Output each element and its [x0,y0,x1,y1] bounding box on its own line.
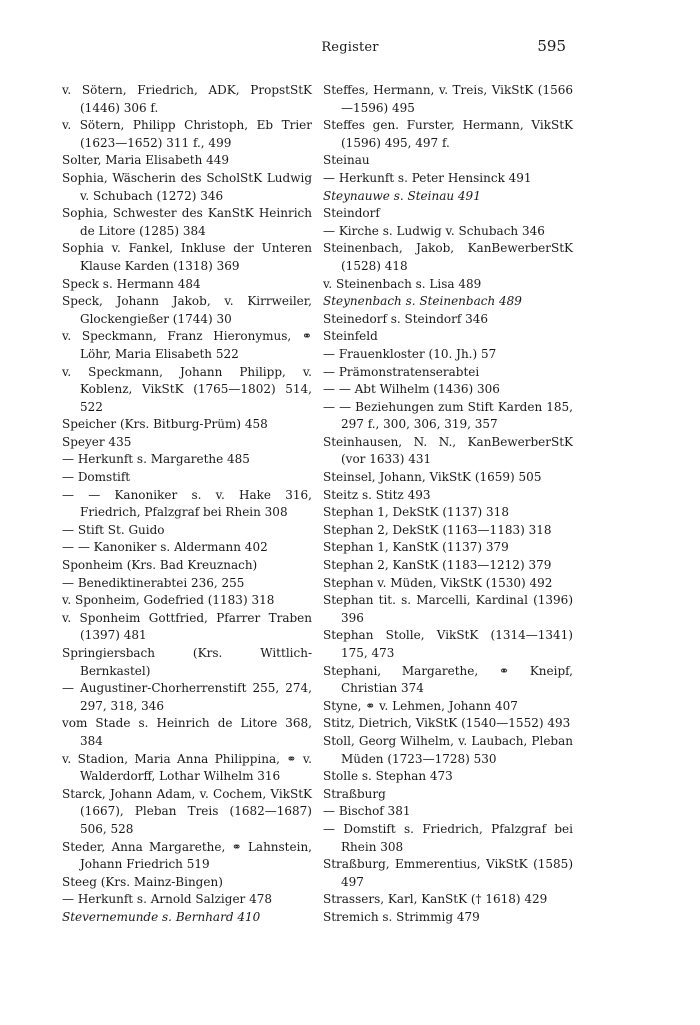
page-number: 595 [537,37,566,55]
index-entry: — Kirche s. Ludwig v. Schubach 346 [323,223,545,238]
index-entry: Steynauwe s. Steinau 491 [323,188,481,203]
index-entry: Sophia, Wäscherin des ScholStK Ludwig v. Schubach (1272) 346 [62,170,312,203]
index-entry: — Herkunft s. Arnold Salziger 478 [62,892,273,907]
index-entry: Stremich s. Strimmig 479 [323,909,480,924]
index-entry: v. Speckmann, Franz Hieronymus, ⚭ Löhr, Maria Elisabeth 522 [62,329,312,361]
index-entry: v. Speckmann, Johann Philipp, v. Koblenz, VikStK (1765—1802) 514, 522 [62,364,312,414]
index-entry: — — Kanoniker s. Aldermann 402 [62,540,268,555]
index-entry: v. Sötern, Philipp Christoph, Eb Trier (1623—1652) 311 f., 499 [62,118,312,150]
index-entry: Stephan tit. s. Marcelli, Kardinal (1396) 396 [323,593,573,625]
index-entry: Stitz, Dietrich, VikStK (1540—1552) 493 [323,716,571,731]
index-entry: Straßburg, Emmerentius, VikStK (1585) 497 [323,857,573,889]
index-entry: — Stift St. Guido [62,522,165,537]
index-entry: Steeg (Krs. Mainz-Bingen) [62,874,223,889]
index-entry: Speicher (Krs. Bitburg-Prüm) 458 [62,417,268,432]
index-entry: Steitz s. Stitz 493 [323,487,431,502]
index-entry: Stephan 2, KanStK (1183—1212) 379 [323,558,552,573]
index-entry: Steynenbach s. Steinenbach 489 [323,294,522,309]
index-entry: v. Steinenbach s. Lisa 489 [323,276,482,291]
index-entry: v. Sötern, Friedrich, ADK, PropstStK (1446) 306 f. [62,83,312,115]
index-entry: Styne, ⚭ v. Lehmen, Johann 407 [323,698,518,713]
index-column-left [62,82,312,927]
index-entry: Speck, Johann Jakob, v. Kirrweiler, Glockengießer (1744) 30 [62,294,312,326]
index-entry: vom Stade s. Heinrich de Litore 368, 384 [62,716,312,748]
index-entry: — Domstift [62,470,131,485]
index-entry: Stevernemunde s. Bernhard 410 [62,909,261,924]
index-entry: Sponheim (Krs. Bad Kreuznach) [62,558,258,573]
index-entry: Steinsel, Johann, VikStK (1659) 505 [323,470,542,485]
index-entry: — — Kanoniker s. v. Hake 316, Friedrich, Pfalzgraf bei Rhein 308 [62,487,312,520]
index-entry: Stephan Stolle, VikStK (1314—1341) 175, 473 [323,628,573,660]
index-entry: Speyer 435 [62,434,132,449]
index-entry: Strassers, Karl, KanStK († 1618) 429 [323,892,548,907]
index-entry: Starck, Johann Adam, v. Cochem, VikStK (1667), Pleban Treis (1682—1687) 506, 528 [62,786,312,836]
running-header: Register [321,40,379,55]
index-entry: Stephan 1, DekStK (1137) 318 [323,505,509,520]
index-entry: Sophia v. Fankel, Inkluse der Unteren Klause Karden (1318) 369 [62,241,312,273]
index-entry: Stolle s. Stephan 473 [323,769,453,784]
index-entry: Straßburg [323,786,386,801]
index-entry: v. Stadion, Maria Anna Philippina, ⚭ v. Walderdorff, Lothar Wilhelm 316 [62,751,312,784]
index-entry: v. Sponheim Gottfried, Pfarrer Traben (1397) 481 [62,610,312,643]
index-entry: Stephani, Margarethe, ⚭ Kneipf, Christian 374 [323,663,573,696]
index-entry: Steder, Anna Margarethe, ⚭ Lahnstein, Johann Friedrich 519 [62,839,312,872]
index-entry: — Augustiner-Chorherrenstift 255, 274, 297, 318, 346 [62,681,312,713]
index-entry: Sophia, Schwester des KanStK Heinrich de Litore (1285) 384 [62,206,312,238]
index-entry: Stephan v. Müden, VikStK (1530) 492 [323,575,553,590]
index-entry: — Domstift s. Friedrich, Pfalzgraf bei Rhein 308 [323,821,573,854]
index-entry: Springiersbach (Krs. Wittlich-Bernkastel) [62,646,312,678]
index-entry: Steinfeld [323,329,378,344]
index-entry: v. Sponheim, Godefried (1183) 318 [62,593,275,608]
index-column-right [323,82,573,927]
index-entry: Steffes, Hermann, v. Treis, VikStK (1566—1596) 495 [323,83,573,115]
index-entry: — Herkunft s. Peter Hensinck 491 [323,170,532,185]
index-entry: — Herkunft s. Margarethe 485 [62,452,250,467]
index-entry: — — Beziehungen zum Stift Karden 185, 297 f., 300, 306, 319, 357 [323,399,573,432]
index-entry: Steinhausen, N. N., KanBewerberStK (vor 1633) 431 [323,434,573,467]
index-entry: — Benediktinerabtei 236, 255 [62,575,245,590]
index-entry: — Frauenkloster (10. Jh.) 57 [323,346,497,361]
index-entry: — — Abt Wilhelm (1436) 306 [323,382,500,397]
index-entry: Steffes gen. Furster, Hermann, VikStK (1596) 495, 497 f. [323,118,573,150]
index-entry: Steinenbach, Jakob, KanBewerberStK (1528) 418 [323,241,573,273]
index-entry: Solter, Maria Elisabeth 449 [62,153,230,168]
index-entry: Steinau [323,153,370,168]
index-entry: Stephan 2, DekStK (1163—1183) 318 [323,522,552,537]
index-entry: — Bischof 381 [323,804,411,819]
index-entry: Stephan 1, KanStK (1137) 379 [323,540,509,555]
index-entry: — Prämonstratenserabtei [323,364,480,379]
index-entry: Speck s. Hermann 484 [62,276,201,291]
index-entry: Stoll, Georg Wilhelm, v. Laubach, Pleban Müden (1723—1728) 530 [323,733,573,766]
index-entry: Steinedorf s. Steindorf 346 [323,311,489,326]
index-entry: Steindorf [323,206,380,221]
